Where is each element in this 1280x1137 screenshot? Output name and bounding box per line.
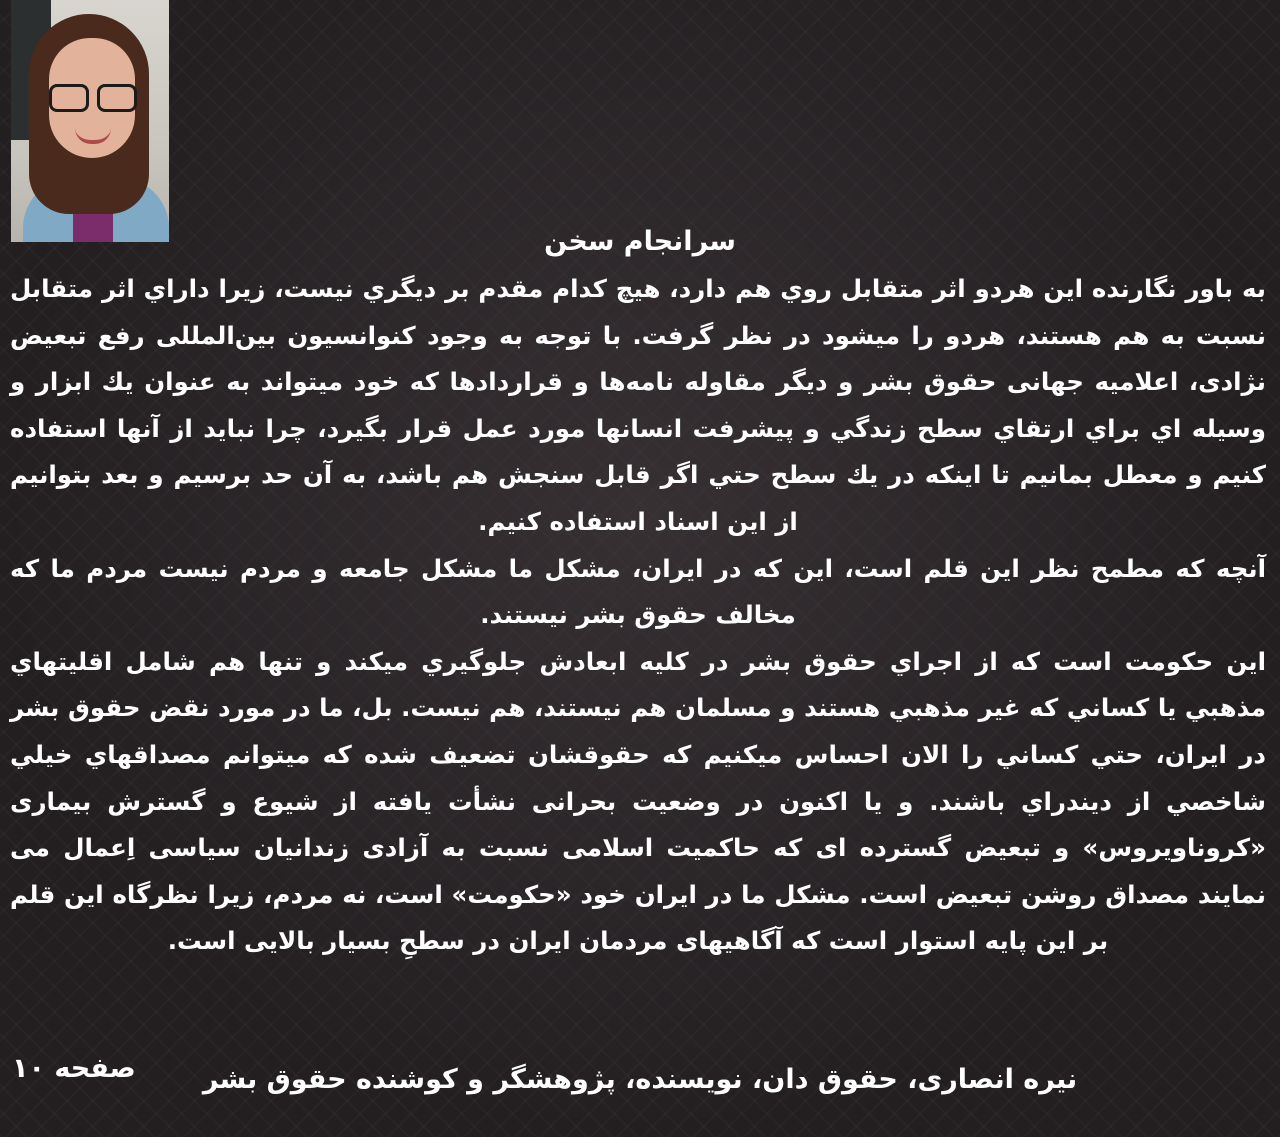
author-signature: نیره انصاری، حقوق دان، نویسنده، پژوهشگر و کوشنده حقوق بشر <box>202 1064 1078 1095</box>
page-number: صفحه ۱۰ <box>12 1053 136 1084</box>
section-heading: سرانجام سخن <box>544 226 736 257</box>
photo-glasses-right <box>97 84 137 112</box>
photo-glasses-left <box>49 84 89 112</box>
author-photo <box>11 0 169 242</box>
paragraph-1: به باور نگارنده این هردو اثر متقابل روي هم دارد، هيچ كدام مقدم بر ديگري نيست، زيرا داراي اثر متقابل نسبت به هم هستند، هردو را ميشود در نظر گرفت. با توجه به وجود كنوانسیون بین‌المللی رفع تبعیض نژادی، اعلامیه جهانی حقوق بشر و ديگر مقاوله نامه‌ها و قراردادها كه خود ميتواند به عنوان يك ابزار و وسيله اي براي ارتقاي سطح زندگي و پيشرفت انسانها مورد عمل قرار بگيرد، چرا نبايد از آنها استفاده كنيم و معطل بمانيم تا اينكه در يك سطح حتي اگر قابل سنجش هم باشد، به آن حد برسيم و بعد بتوانيم از اين اسناد استفاده كنيم. <box>10 274 1266 536</box>
paragraph-3: اين حكومت است كه از اجراي حقوق بشر در كليه ابعادش جلوگيري ميكند و تنها هم شامل اقليتهاي مذهبي يا كساني كه غير مذهبي هستند و مسلمان هم نيستند، هم نيست. بل، ما در مورد نقض حقوق بشر در ايران، حتي كساني را الان احساس ميكنيم كه حقوقشان تضعيف شده كه ميتوانم مصداقهاي خيلي شاخصي از ديندراي باشند. و يا اکنون در وضعیت بحرانی نشأت یافته از شیوع و گسترش بیماری «کروناویروس» و تبعیض گسترده ای که حاکمیت اسلامی نسبت به آزادی زندانیان سیاسی اِعمال می نمایند مصداق روشن تبعیض است. مشکل ما در ایران خود «حکومت» است، نه مردم، زیرا نظرگاه این قلم بر این پایه استوار است که آگاهیهای مردمان ایران در سطحِ بسیار بالایی است. <box>10 646 1266 956</box>
article-body <box>10 266 1266 965</box>
paragraph-2: آنچه كه مطمح نظر اين قلم است، اين كه در ايران، مشكل ما مشكل جامعه و مردم نيست مردم ما كه مخالف حقوق بشر نيستند. <box>10 553 1266 630</box>
